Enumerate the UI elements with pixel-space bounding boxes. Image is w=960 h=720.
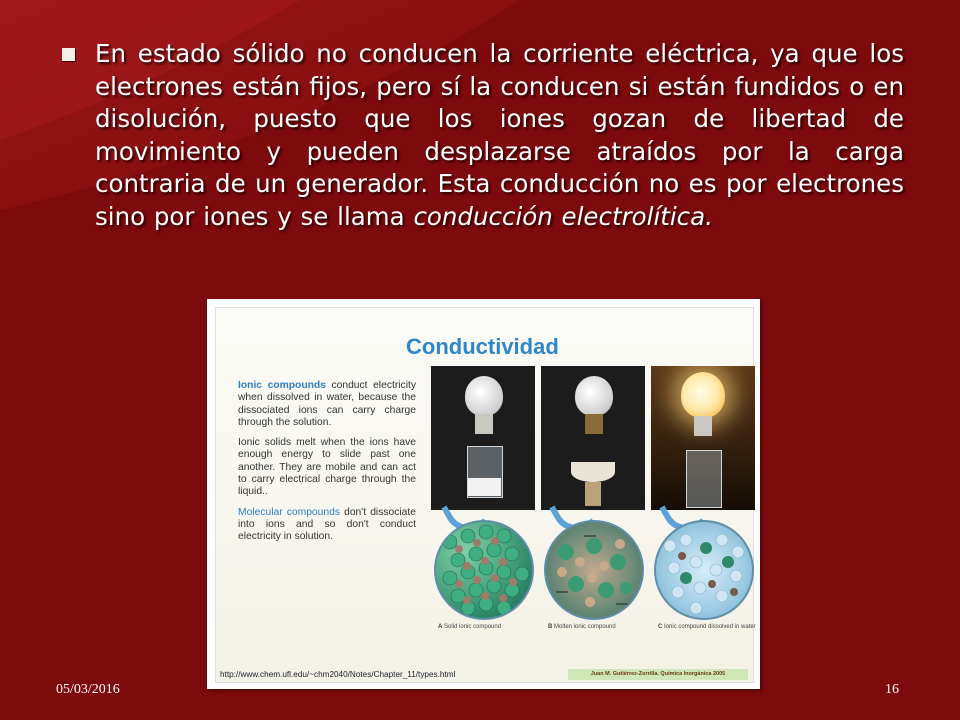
bullet-text: En estado sólido no conducen la corriente eléctrica, ya que los electrones están fijos, pero sí la conducen si están fundidos o en disolución, puesto que los iones gozan de libertad de movimiento y pueden desplazarse atraídos por la carga contraria de un generador. Esta conducción no es por electrones sino por iones y se llama [95,39,904,231]
figure-title: Conductividad [406,334,559,359]
bulb-icon [575,376,613,416]
photo-dissolved [651,366,755,510]
bullet-paragraph [62,38,904,233]
caption-molten: B Molten ionic compound [548,624,616,630]
figure-description [238,380,416,552]
molten-ions-diagram [544,520,644,620]
solid-lattice-diagram [434,520,534,620]
source-url: http://www.chem.ufl.edu/~chm2040/Notes/Chapter_11/types.html [220,670,456,679]
slide-page-number: 16 [885,682,899,697]
caption-solid: A Solid ionic compound [438,624,502,630]
credit-label: Juan M. Gutiérrez-Zorrilla. Química Inorgánica 2005 [568,669,748,680]
slide-date: 05/03/2016 [56,682,120,697]
figure-inner [215,307,754,683]
conductivity-figure [207,299,760,689]
paragraph-ionic: Ionic compounds conduct electricity when dissolved in water, because the dissociated ions can carry charge through the solution. [238,380,416,428]
lit-bulb-icon [681,372,725,418]
photo-molten [541,366,645,510]
paragraph-molecular: Molecular compounds don't dissociate into ions and so don't conduct electricity in solution. [238,506,416,543]
paragraph-molten: Ionic solids melt when the ions have enough energy to slide past one another. They are mobile and can act to carry electrical charge through the liquid.. [238,437,416,498]
caption-dissolved: C Ionic compound dissolved in water [658,624,756,630]
bullet-square-icon [62,48,75,61]
dissolved-ions-diagram [654,520,754,620]
bullet-italic-term: conducción electrolítica. [413,201,713,231]
bulb-icon [465,376,503,416]
photo-solid [431,366,535,510]
